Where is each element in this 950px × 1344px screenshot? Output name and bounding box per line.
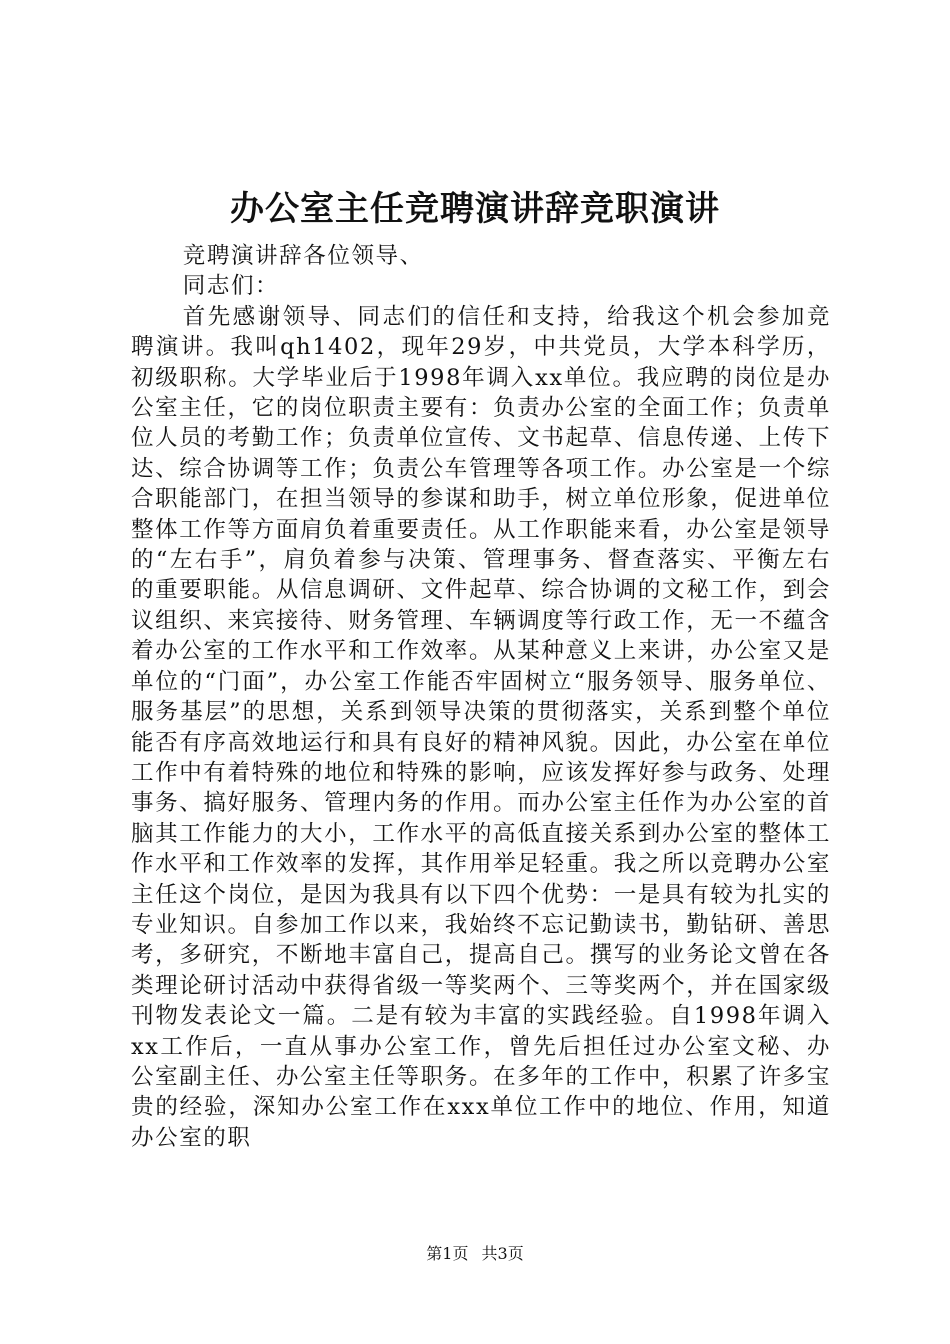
page-footer: [0, 1243, 950, 1265]
document-title: 办公室主任竞聘演讲辞竞职演讲: [230, 189, 720, 229]
document-body: [131, 241, 831, 1153]
salutation-line-1: 竞聘演讲辞各位领导、: [182, 243, 424, 269]
salutation-line-2: 同志们：: [182, 273, 280, 300]
page-number: 第1页: [426, 1244, 469, 1263]
body-paragraph: 首先感谢领导、同志们的信任和支持，给我这个机会参加竞聘演讲。我叫qh1402，现年29岁，中共党员，大学本科学历，初级职称。大学毕业后于1998年调入xx单位。我应聘的岗位是办公室主任，它的岗位职责主要有：负责办公室的全面工作；负责单位人员的考勤工作；负责单位宣传、文书起草、信息传递、上传下达、综合协调等工作；负责公车管理等各项工作。办公室是一个综合职能部门，在担当领导的参谋和助手，树立单位形象，促进单位整体工作等方面肩负着重要责任。从工作职能来看，办公室是领导的“左右手”，肩负着参与决策、管理事务、督查落实、平衡左右的重要职能。从信息调研、文件起草、综合协调的文秘工作，到会议组织、来宾接待、财务管理、车辆调度等行政工作，无一不蕴含着办公室的工作水平和工作效率。从某种意义上来讲，办公室又是单位的“门面”，办公室工作能否牢固树立“服务领导、服务单位、服务基层”的思想，关系到领导决策的贯彻落实，关系到整个单位能否有序高效地运行和具有良好的精神风貌。因此，办公室在单位工作中有着特殊的地位和特殊的影响，应该发挥好参与政务、处理事务、搞好服务、管理内务的作用。而办公室主任作为办公室的首脑其工作能力的大小，工作水平的高低直接关系到办公室的整体工作水平和工作效率的发挥，其作用举足轻重。我之所以竞聘办公室主任这个岗位，是因为我具有以下四个优势：一是具有较为扎实的专业知识。自参加工作以来，我始终不忘记勤读书，勤钻研、善思考，多研究，不断地丰富自己，提高自己。撰写的业务论文曾在各类理论研讨活动中获得省级一等奖两个、三等奖两个，并在国家级刊物发表论文一篇。二是有较为丰富的实践经验。自1998年调入xx工作后，一直从事办公室工作，曾先后担任过办公室文秘、办公室副主任、办公室主任等职务。在多年的工作中，积累了许多宝贵的经验，深知办公室工作在xxx单位工作中的地位、作用，知道办公室的职: [131, 303, 831, 1151]
page-total: 共3页: [481, 1244, 524, 1263]
